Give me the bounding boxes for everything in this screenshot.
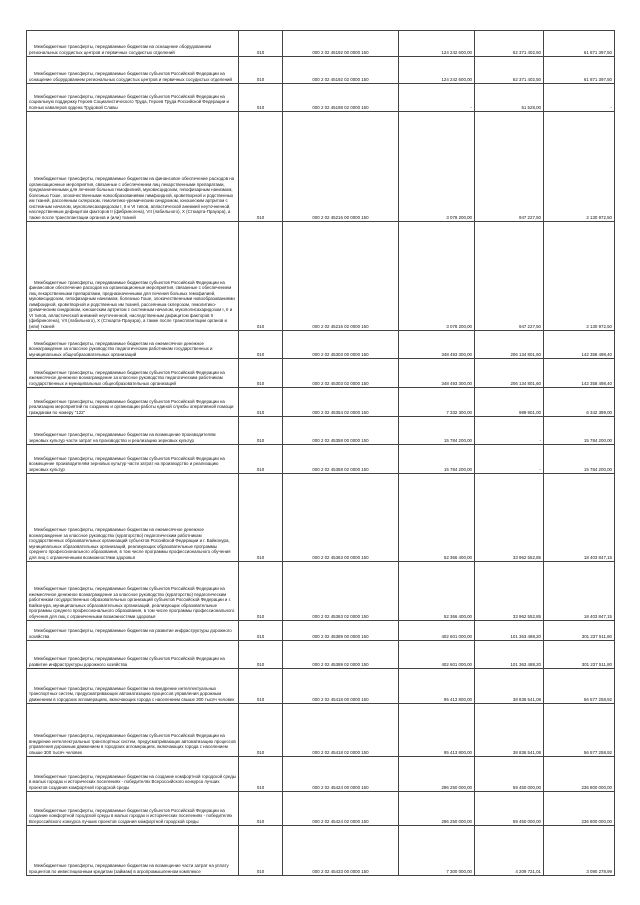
row-name: Межбюджетные трансферты, передаваемые бюджетам на ежемесячное денежное вознаграждение за классное руководство (кураторство) педагогическим работникам государственных образовательных организаций субъектов Российской Федерации и г. Байконура, муниципальных образовательных организаций, реализующих образовательные программы среднего профессионального образования, в том числе программы профессионального обучения для лиц с ограниченными возможностями здоровья bbox=[27, 474, 239, 562]
table-row bbox=[27, 757, 615, 792]
row-approved-amount: 15 784 200,00 bbox=[399, 417, 475, 445]
row-budget-code: 000 2 02 45358 00 0000 150 bbox=[283, 417, 399, 445]
row-approved-amount: 296 250 000,00 bbox=[399, 757, 475, 792]
table-row bbox=[27, 388, 615, 417]
row-unexecuted-amount: 56 577 258,92 bbox=[544, 704, 615, 757]
table-row bbox=[27, 641, 615, 669]
row-budget-code: 000 2 02 45198 02 0000 150 bbox=[283, 84, 399, 112]
row-unexecuted-amount: 61 871 397,50 bbox=[544, 31, 615, 57]
row-approved-amount: 124 242 600,00 bbox=[399, 31, 475, 57]
row-approved-amount: 95 413 800,00 bbox=[399, 669, 475, 704]
row-budget-code: 000 2 02 45216 00 0000 150 bbox=[283, 112, 399, 222]
row-executed-amount: 33 962 552,85 bbox=[475, 474, 544, 562]
row-unexecuted-amount: 3 090 278,99 bbox=[544, 826, 615, 876]
table-row bbox=[27, 222, 615, 331]
row-line-code: 010 bbox=[239, 31, 283, 57]
row-executed-amount: 62 371 402,50 bbox=[475, 31, 544, 57]
row-name: Межбюджетные трансферты, передаваемые бюджетам на возмещение производителям зерновых культур части затрат на производство и реализацию зерновых культур bbox=[27, 417, 239, 445]
table-row bbox=[27, 474, 615, 562]
row-name: Межбюджетные трансферты, передаваемые бюджетам на финансовое обеспечение расходов на организационные мероприятия, связанные с обеспечением лиц лекарственными препаратами, предназначенными для лечения больных гемофилией, муковисцидозом, гипофизарным нанизмом, болезнью Гоше, злокачественными новообразованиями лимфоидной, кроветворной и родственных им тканей, рассеянным склерозом, гемолитико-уремическим синдромом, юношеским артритом с системным началом, мукополисахаридозом I, II и VI типов, апластической анемией неуточненной, наследственным дефицитом факторов II (фибриногена), VII (лабильного), X (Стюарта-Прауэра), а также после трансплантации органов и (или) тканей bbox=[27, 112, 239, 222]
row-name: Межбюджетные трансферты, передаваемые бюджетам на оснащение оборудованием региональных сосудистых центров и первичных сосудистых отделений bbox=[27, 31, 239, 57]
row-budget-code: 000 2 02 45418 00 0000 150 bbox=[283, 669, 399, 704]
row-unexecuted-amount: 301 237 511,80 bbox=[544, 621, 615, 641]
row-name: Межбюджетные трансферты, передаваемые бюджетам субъектов Российской Федерации на развитие инфраструктуры дорожного хозяйства bbox=[27, 641, 239, 669]
table-row bbox=[27, 826, 615, 876]
row-executed-amount: 38 836 541,08 bbox=[475, 704, 544, 757]
row-name: Межбюджетные трансферты, передаваемые бюджетам субъектов Российской Федерации на оснащение оборудованием региональных сосудистых центров и первичных сосудистых отделений bbox=[27, 57, 239, 84]
row-approved-amount: - bbox=[399, 84, 475, 112]
row-line-code: 010 bbox=[239, 826, 283, 876]
budget-transfers-table bbox=[26, 30, 615, 876]
row-unexecuted-amount: 2 130 972,50 bbox=[544, 112, 615, 222]
row-line-code: 010 bbox=[239, 417, 283, 445]
row-line-code: 010 bbox=[239, 669, 283, 704]
table-row bbox=[27, 562, 615, 621]
row-line-code: 010 bbox=[239, 331, 283, 359]
row-line-code: 010 bbox=[239, 112, 283, 222]
row-line-code: 010 bbox=[239, 474, 283, 562]
row-approved-amount: 124 242 600,00 bbox=[399, 57, 475, 84]
row-executed-amount: 33 962 552,85 bbox=[475, 562, 544, 621]
row-line-code: 010 bbox=[239, 84, 283, 112]
row-line-code: 010 bbox=[239, 388, 283, 417]
row-unexecuted-amount: 2 130 972,50 bbox=[544, 222, 615, 331]
row-line-code: 010 bbox=[239, 445, 283, 474]
row-executed-amount: - bbox=[475, 445, 544, 474]
row-budget-code: 000 2 02 45192 00 0000 150 bbox=[283, 31, 399, 57]
row-line-code: 010 bbox=[239, 222, 283, 331]
row-budget-code: 000 2 02 45424 00 0000 150 bbox=[283, 757, 399, 792]
row-name: Межбюджетные трансферты, передаваемые бюджетам субъектов Российской Федерации на финансовое обеспечение расходов на организационные мероприятия, связанные с обеспечением лиц лекарственными препаратами, предназначенными для лечения больных гемофилией, муковисцидозом, гипофизарным нанизмом, болезнью Гоше, злокачественными новообразованиями лимфоидной, кроветворной и родственных им тканей, рассеянным склерозом, гемолитико-уремическим синдромом, юношеским артритом с системным началом, мукополисахаридозом I, II и VI типов, апластической анемией неуточненной, наследственным дефицитом факторов II (фибриногена), VII (лабильного), X (Стюарта-Прауэра), а также после трансплантации органов и (или) тканей bbox=[27, 222, 239, 331]
row-line-code: 010 bbox=[239, 792, 283, 826]
row-executed-amount: - bbox=[475, 417, 544, 445]
row-line-code: 010 bbox=[239, 621, 283, 641]
row-name: Межбюджетные трансферты, передаваемые бюджетам субъектов Российской Федерации на ежемесячное денежное вознаграждение за классное руководство педагогическим работникам государственных и муниципальных общеобразовательных организаций bbox=[27, 359, 239, 388]
row-approved-amount: 3 078 200,00 bbox=[399, 112, 475, 222]
row-line-code: 010 bbox=[239, 57, 283, 84]
row-executed-amount: 947 227,50 bbox=[475, 112, 544, 222]
row-executed-amount: 51 528,00 bbox=[475, 84, 544, 112]
table-row bbox=[27, 112, 615, 222]
row-name: Межбюджетные трансферты, передаваемые бюджетам на развитие инфраструктуры дорожного хозяйства bbox=[27, 621, 239, 641]
row-approved-amount: 7 300 000,00 bbox=[399, 826, 475, 876]
table-row bbox=[27, 792, 615, 826]
row-line-code: 010 bbox=[239, 704, 283, 757]
row-name: Межбюджетные трансферты, передаваемые бюджетам на возмещение части затрат на уплату процентов по инвестиционным кредитам (займам) в агропромышленном комплексе bbox=[27, 826, 239, 876]
row-budget-code: 000 2 02 45389 02 0000 150 bbox=[283, 641, 399, 669]
table-row bbox=[27, 445, 615, 474]
row-unexecuted-amount: 18 403 847,15 bbox=[544, 474, 615, 562]
row-approved-amount: 52 366 400,00 bbox=[399, 474, 475, 562]
row-approved-amount: 95 413 800,00 bbox=[399, 704, 475, 757]
row-line-code: 010 bbox=[239, 359, 283, 388]
table-row bbox=[27, 331, 615, 359]
row-executed-amount: 206 134 801,60 bbox=[475, 331, 544, 359]
row-budget-code: 000 2 02 45358 02 0000 150 bbox=[283, 445, 399, 474]
row-name: Межбюджетные трансферты, передаваемые бюджетам субъектов Российской Федерации на внедрение интеллектуальных транспортных систем, предусматривающих автоматизацию процессов управления дорожным движением в городских агломерациях, включающих города с населением свыше 300 тысяч человек bbox=[27, 704, 239, 757]
row-name: Межбюджетные трансферты, передаваемые бюджетам на создание комфортной городской среды в малых городах и исторических поселениях - победителях Всероссийского конкурса лучших проектов создания комфортной городской среды bbox=[27, 757, 239, 792]
row-executed-amount: 59 450 000,00 bbox=[475, 757, 544, 792]
row-approved-amount: 402 601 000,00 bbox=[399, 621, 475, 641]
table-row bbox=[27, 621, 615, 641]
row-line-code: 010 bbox=[239, 562, 283, 621]
row-executed-amount: 989 901,00 bbox=[475, 388, 544, 417]
row-executed-amount: 62 371 402,50 bbox=[475, 57, 544, 84]
row-unexecuted-amount: 15 784 200,00 bbox=[544, 445, 615, 474]
row-budget-code: 000 2 02 45192 02 0000 150 bbox=[283, 57, 399, 84]
table-row bbox=[27, 84, 615, 112]
row-approved-amount: 15 784 200,00 bbox=[399, 445, 475, 474]
row-approved-amount: 348 493 300,00 bbox=[399, 331, 475, 359]
row-name: Межбюджетные трансферты, передаваемые бюджетам субъектов Российской Федерации на социальную поддержку Героев Социалистического Труда, Героев Труда Российской Федерации и полных кавалеров ордена Трудовой Славы bbox=[27, 84, 239, 112]
row-unexecuted-amount: 236 800 000,00 bbox=[544, 792, 615, 826]
table-row bbox=[27, 57, 615, 84]
row-executed-amount: 4 209 721,01 bbox=[475, 826, 544, 876]
table-row bbox=[27, 359, 615, 388]
row-budget-code: 000 2 02 45363 02 0000 150 bbox=[283, 562, 399, 621]
row-unexecuted-amount: 61 871 397,50 bbox=[544, 57, 615, 84]
row-unexecuted-amount: 56 577 258,92 bbox=[544, 669, 615, 704]
row-executed-amount: 101 363 488,20 bbox=[475, 621, 544, 641]
row-approved-amount: 3 078 200,00 bbox=[399, 222, 475, 331]
row-budget-code: 000 2 02 45354 02 0000 150 bbox=[283, 388, 399, 417]
row-executed-amount: 101 363 488,20 bbox=[475, 641, 544, 669]
row-executed-amount: 206 134 801,60 bbox=[475, 359, 544, 388]
row-unexecuted-amount: 6 342 399,00 bbox=[544, 388, 615, 417]
table-row bbox=[27, 669, 615, 704]
row-name: Межбюджетные трансферты, передаваемые бюджетам субъектов Российской Федерации на создание комфортной городской среды в малых городах и исторических поселениях - победителях Всероссийского конкурса лучших проектов создания комфортной городской среды bbox=[27, 792, 239, 826]
row-unexecuted-amount: 142 358 498,40 bbox=[544, 331, 615, 359]
row-approved-amount: 348 493 300,00 bbox=[399, 359, 475, 388]
row-approved-amount: 402 601 000,00 bbox=[399, 641, 475, 669]
row-budget-code: 000 2 02 45216 02 0000 150 bbox=[283, 222, 399, 331]
row-unexecuted-amount: 142 358 498,40 bbox=[544, 359, 615, 388]
row-budget-code: 000 2 02 45424 02 0000 150 bbox=[283, 792, 399, 826]
row-line-code: 010 bbox=[239, 757, 283, 792]
row-name: Межбюджетные трансферты, передаваемые бюджетам субъектов Российской Федерации на возмещение производителям зерновых культур части затрат на производство и реализацию зерновых культур bbox=[27, 445, 239, 474]
row-budget-code: 000 2 02 45303 02 0000 150 bbox=[283, 359, 399, 388]
row-executed-amount: 59 450 000,00 bbox=[475, 792, 544, 826]
row-approved-amount: 52 366 400,00 bbox=[399, 562, 475, 621]
row-unexecuted-amount: - bbox=[544, 84, 615, 112]
row-name: Межбюджетные трансферты, передаваемые бюджетам субъектов Российской Федерации на ежемесячное денежное вознаграждение за классное руководство (кураторство) педагогическим работникам государственных образовательных организаций субъектов Российской Федерации и г. Байконура, муниципальных образовательных организаций, реализующих образовательные программы среднего профессионального образования, в том числе программы профессионального обучения для лиц с ограниченными возможностями здоровья bbox=[27, 562, 239, 621]
table-row bbox=[27, 31, 615, 57]
table-body bbox=[27, 31, 615, 876]
row-unexecuted-amount: 301 237 511,80 bbox=[544, 641, 615, 669]
table-row bbox=[27, 704, 615, 757]
row-approved-amount: 7 332 300,00 bbox=[399, 388, 475, 417]
row-budget-code: 000 2 02 45389 00 0000 150 bbox=[283, 621, 399, 641]
row-line-code: 010 bbox=[239, 641, 283, 669]
row-executed-amount: 38 836 541,08 bbox=[475, 669, 544, 704]
row-unexecuted-amount: 18 403 847,15 bbox=[544, 562, 615, 621]
row-name: Межбюджетные трансферты, передаваемые бюджетам на ежемесячное денежное вознаграждение за классное руководство педагогическим работникам государственных и муниципальных общеобразовательных организаций bbox=[27, 331, 239, 359]
row-unexecuted-amount: 15 784 200,00 bbox=[544, 417, 615, 445]
row-unexecuted-amount: 236 800 000,00 bbox=[544, 757, 615, 792]
row-approved-amount: 296 250 000,00 bbox=[399, 792, 475, 826]
row-budget-code: 000 2 02 45433 00 0000 150 bbox=[283, 826, 399, 876]
row-executed-amount: 947 227,50 bbox=[475, 222, 544, 331]
row-name: Межбюджетные трансферты, передаваемые бюджетам субъектов Российской Федерации на реализацию мероприятий по созданию и организации работы единой службы оперативной помощи гражданам по номеру "122" bbox=[27, 388, 239, 417]
row-budget-code: 000 2 02 45303 00 0000 150 bbox=[283, 331, 399, 359]
row-budget-code: 000 2 02 45418 02 0000 150 bbox=[283, 704, 399, 757]
table-row bbox=[27, 417, 615, 445]
row-budget-code: 000 2 02 45363 00 0000 150 bbox=[283, 474, 399, 562]
row-name: Межбюджетные трансферты, передаваемые бюджетам на внедрение интеллектуальных транспортных систем, предусматривающих автоматизацию процессов управления дорожным движением в городских агломерациях, включающих города с населением свыше 300 тысяч человек bbox=[27, 669, 239, 704]
